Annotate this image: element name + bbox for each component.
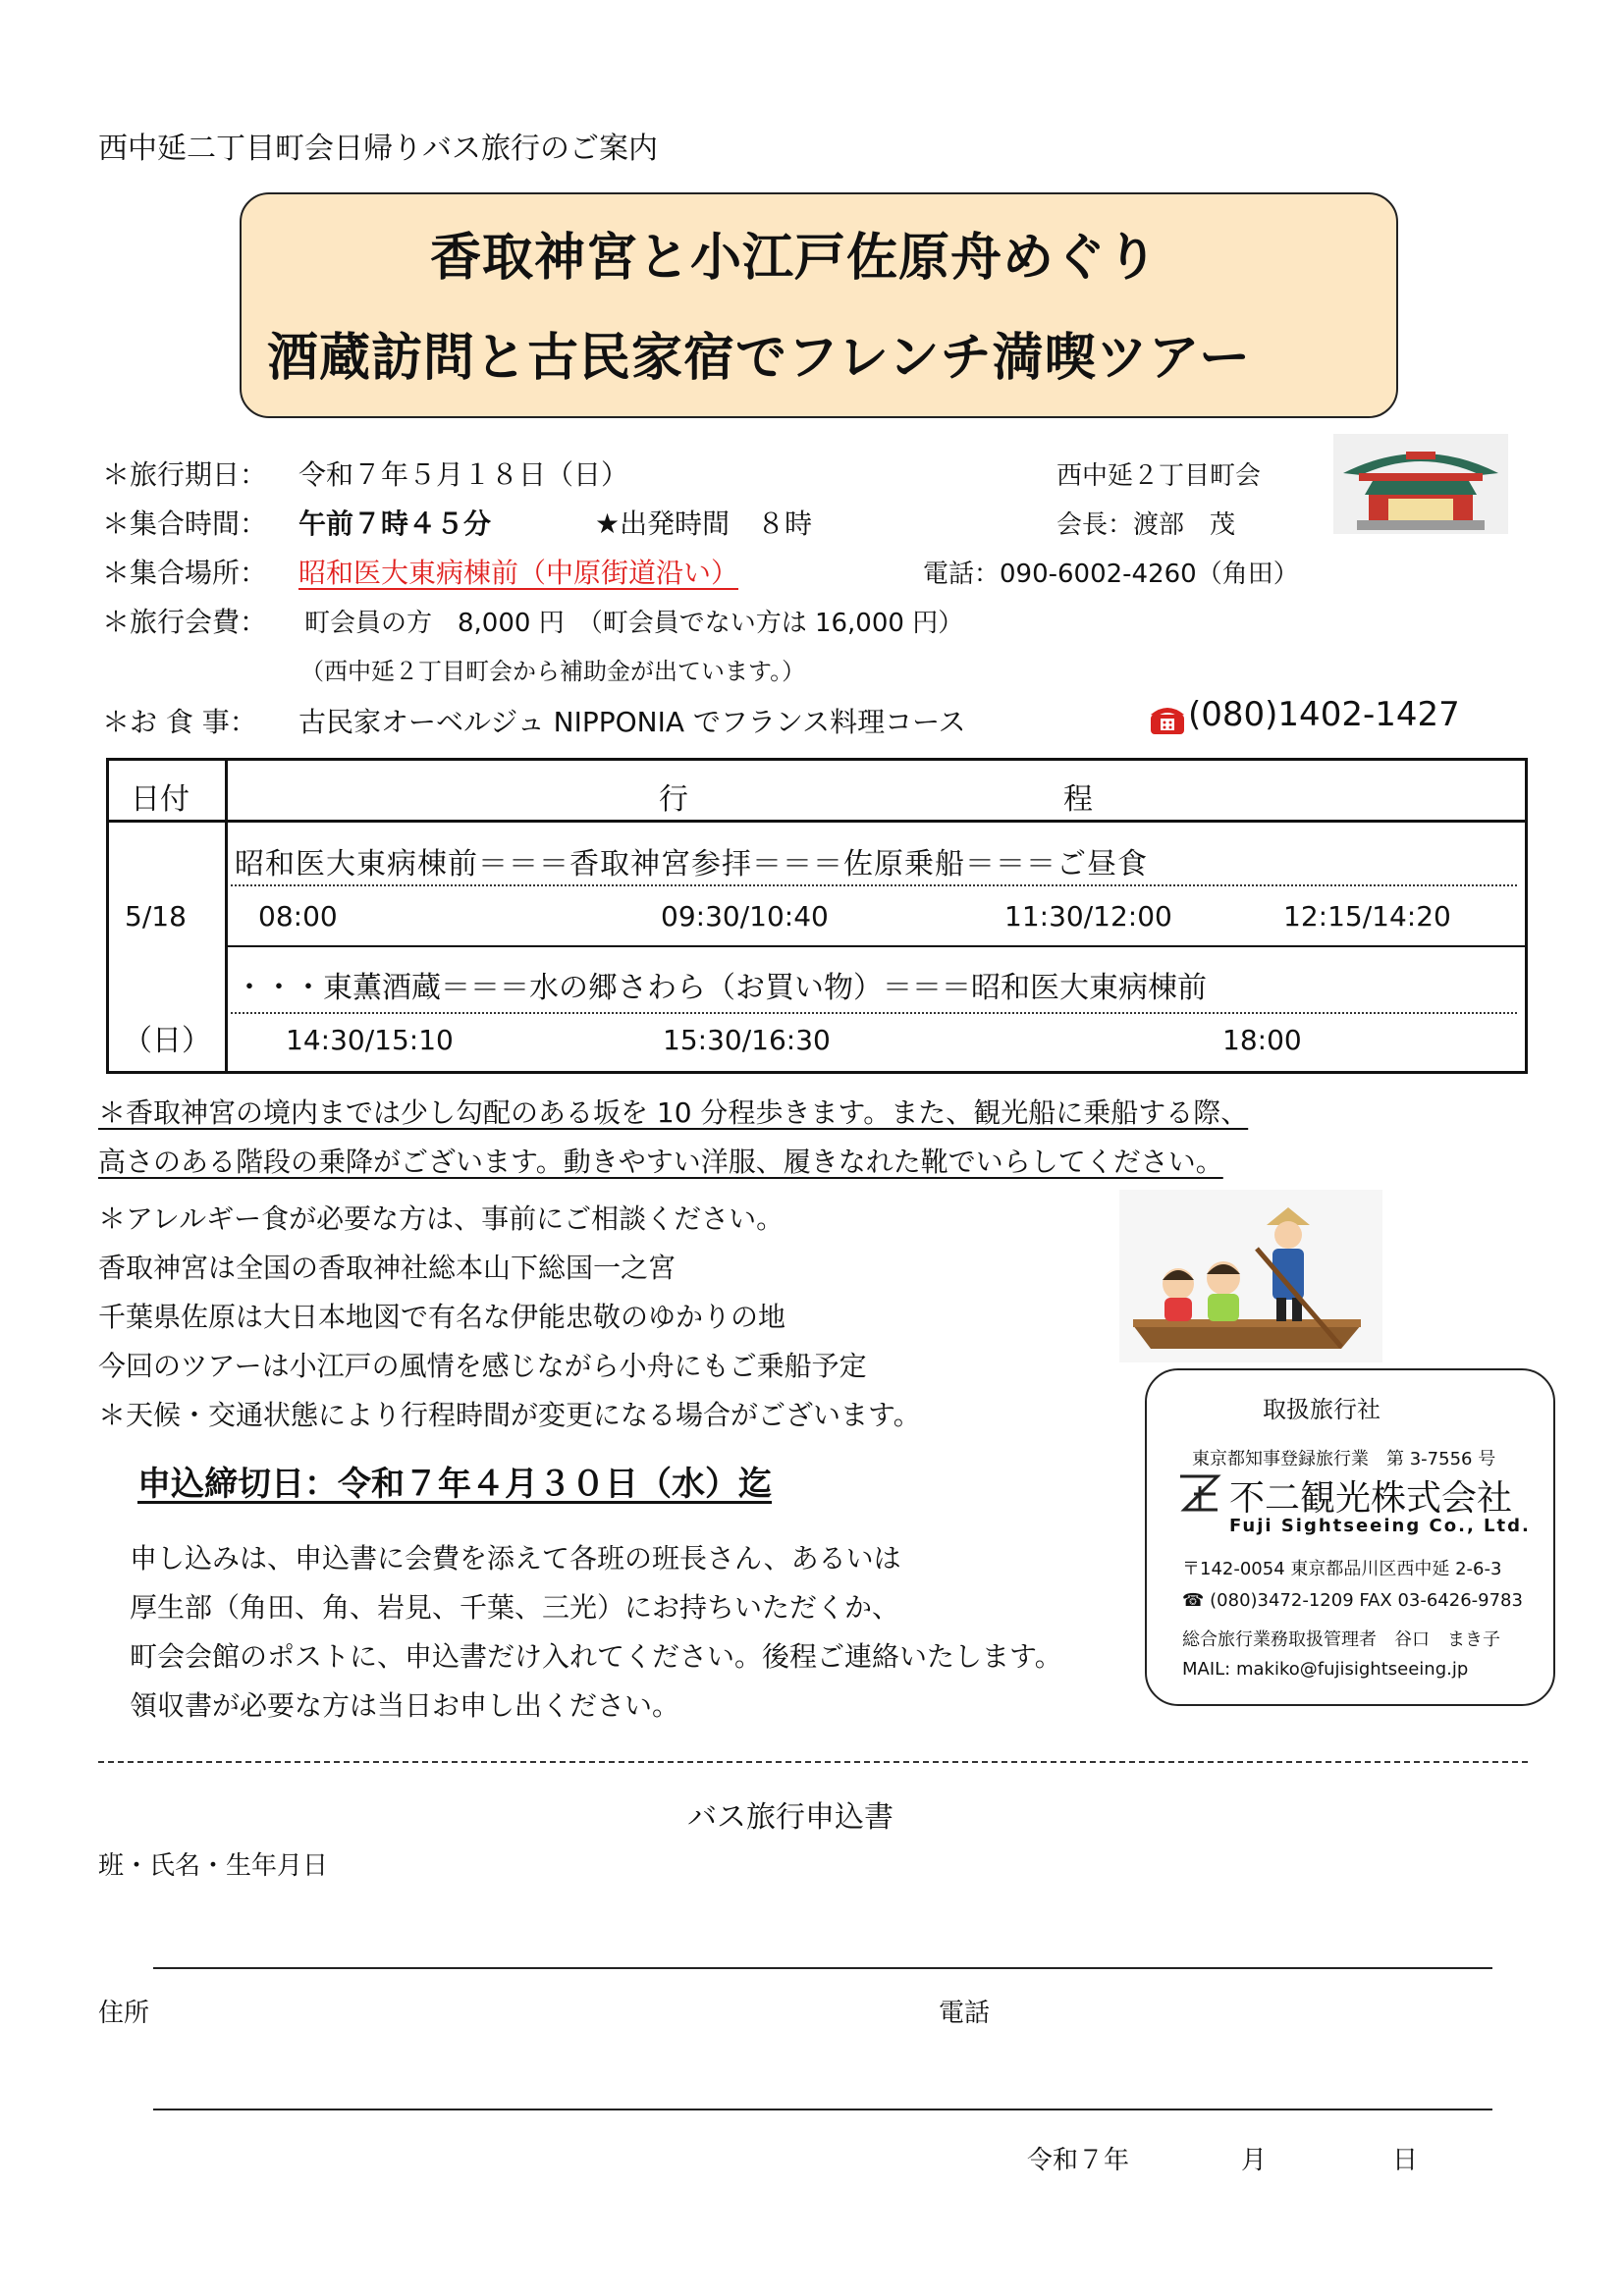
form-title: バス旅行申込書: [687, 1800, 893, 1835]
organizer-chair: 会長：渡部 茂: [1056, 510, 1236, 540]
date-value: 令和７年５月１８日（日）: [298, 458, 629, 491]
date-label: ＊旅行期日：: [102, 458, 268, 491]
shrine-illustration: [1333, 434, 1508, 538]
time-2-1: 14:30/15:10: [286, 1024, 454, 1056]
apply-line-1: 申し込みは、申込書に会費を添えて各班の班長さん、あるいは: [130, 1542, 901, 1575]
agency-registration: 東京都知事登録旅行業 第 3-7556 号: [1192, 1449, 1496, 1469]
deadline: 申込締切日：令和７年４月３０日（水）迄: [137, 1465, 772, 1504]
form-address-line[interactable]: [153, 2109, 1492, 2110]
time-1-1: 08:00: [258, 900, 338, 933]
depart-time: ★出発時間 ８時: [595, 507, 813, 540]
schedule-table: [106, 758, 1528, 1074]
form-date-day: 日: [1392, 2146, 1419, 2175]
schedule-weekday: （日）: [123, 1024, 211, 1058]
agency-name-jp: 不二観光株式会社: [1229, 1478, 1513, 1519]
form-date-era: 令和７年: [1027, 2146, 1130, 2175]
agency-manager: 総合旅行業務取扱管理者 谷口 まき子: [1182, 1629, 1500, 1650]
agency-heading: 取扱旅行社: [1263, 1396, 1380, 1423]
boat-illustration: [1119, 1190, 1382, 1366]
note-weather: ＊天候・交通状態により行程時間が変更になる場合がございます。: [98, 1399, 921, 1431]
col-itinerary-header-2: 程: [1063, 782, 1093, 817]
col-date-header: 日付: [131, 782, 189, 817]
headline-line-2: 酒蔵訪問と古民家宿でフレンチ満喫ツアー: [267, 329, 1252, 388]
meet-time-value: 午前７時４５分: [298, 507, 492, 540]
note-allergy: ＊アレルギー食が必要な方は、事前にご相談ください。: [98, 1202, 785, 1235]
note-walk-line-2: 高さのある階段の乗降がございます。動きやすい洋服、履きなれた靴でいらしてください。: [98, 1146, 1223, 1178]
apply-line-2: 厚生部（角田、角、岩見、千葉、三光）にお持ちいただくか、: [130, 1591, 900, 1624]
time-2-2: 15:30/16:30: [663, 1024, 831, 1056]
form-date-month: 月: [1241, 2146, 1268, 2175]
organizer-name: 西中延２丁目町会: [1056, 461, 1262, 491]
agency-phone: ☎ (080)3472-1209 FAX 03-6426-9783: [1182, 1590, 1523, 1611]
schedule-date: 5/18: [125, 900, 187, 933]
document-title: 西中延二丁目町会日帰りバス旅行のご案内: [98, 132, 658, 166]
note-katori: 香取神宮は全国の香取神社総本山下総国一之宮: [98, 1252, 677, 1284]
fee-value: 町会員の方 8,000 円 （町会員でない方は 16,000 円）: [304, 609, 964, 638]
fee-label: ＊旅行会費：: [102, 606, 268, 638]
meet-time-label: ＊集合時間：: [102, 507, 268, 540]
note-boat: 今回のツアーは小江戸の風情を感じながら小舟にもご乗船予定: [98, 1350, 867, 1382]
agency-mail: MAIL: makiko@fujisightseeing.jp: [1182, 1659, 1469, 1680]
time-1-3: 11:30/12:00: [1004, 900, 1172, 933]
form-name-label: 班・氏名・生年月日: [98, 1851, 329, 1881]
note-sawara: 千葉県佐原は大日本地図で有名な伊能忠敬のゆかりの地: [98, 1301, 786, 1333]
time-2-3: 18:00: [1222, 1024, 1302, 1056]
fee-note: （西中延２丁目町会から補助金が出ています。）: [300, 658, 806, 685]
apply-line-3: 町会会館のポストに、申込書だけ入れてください。後程ご連絡いたします。: [130, 1640, 1062, 1673]
meal-phone: (080)1402-1427: [1188, 695, 1460, 734]
route-line-2: ・・・東薫酒蔵＝＝＝水の郷さわら（お買い物）＝＝＝昭和医大東病棟前: [235, 971, 1207, 1005]
agency-address: 〒142-0054 東京都品川区西中延 2-6-3: [1182, 1559, 1502, 1579]
agency-logo-icon: [1176, 1470, 1221, 1520]
meal-value: 古民家オーベルジュ NIPPONIA でフランス料理コース: [298, 706, 966, 738]
form-name-line[interactable]: [153, 1967, 1492, 1969]
meet-place-label: ＊集合場所：: [102, 557, 268, 589]
form-phone-label: 電話: [939, 1999, 991, 2028]
col-itinerary-header-1: 行: [659, 782, 688, 817]
form-address-label: 住所: [98, 1999, 150, 2028]
note-walk-line-1: ＊香取神宮の境内までは少し勾配のある坂を 10 分程歩きます。また、観光船に乗船する際、: [98, 1096, 1249, 1129]
meal-label: ＊お 食 事：: [102, 706, 257, 738]
agency-name-en: Fuji Sightseeing Co., Ltd.: [1229, 1516, 1531, 1536]
route-line-1: 昭和医大東病棟前＝＝＝香取神宮参拝＝＝＝佐原乗船＝＝＝ご昼食: [235, 847, 1148, 881]
apply-line-4: 領収書が必要な方は当日お申し出ください。: [130, 1689, 680, 1722]
time-1-2: 09:30/10:40: [661, 900, 829, 933]
meet-place-value: 昭和医大東病棟前（中原街道沿い）: [298, 557, 739, 589]
headline-line-1: 香取神宮と小江戸佐原舟めぐり: [430, 229, 1160, 288]
agency-box: [1145, 1368, 1555, 1706]
organizer-phone: 電話：090-6002-4260（角田）: [923, 560, 1299, 589]
phone-icon: [1149, 703, 1186, 740]
headline-box: [240, 192, 1398, 418]
cut-line: [98, 1761, 1528, 1763]
time-1-4: 12:15/14:20: [1283, 900, 1451, 933]
